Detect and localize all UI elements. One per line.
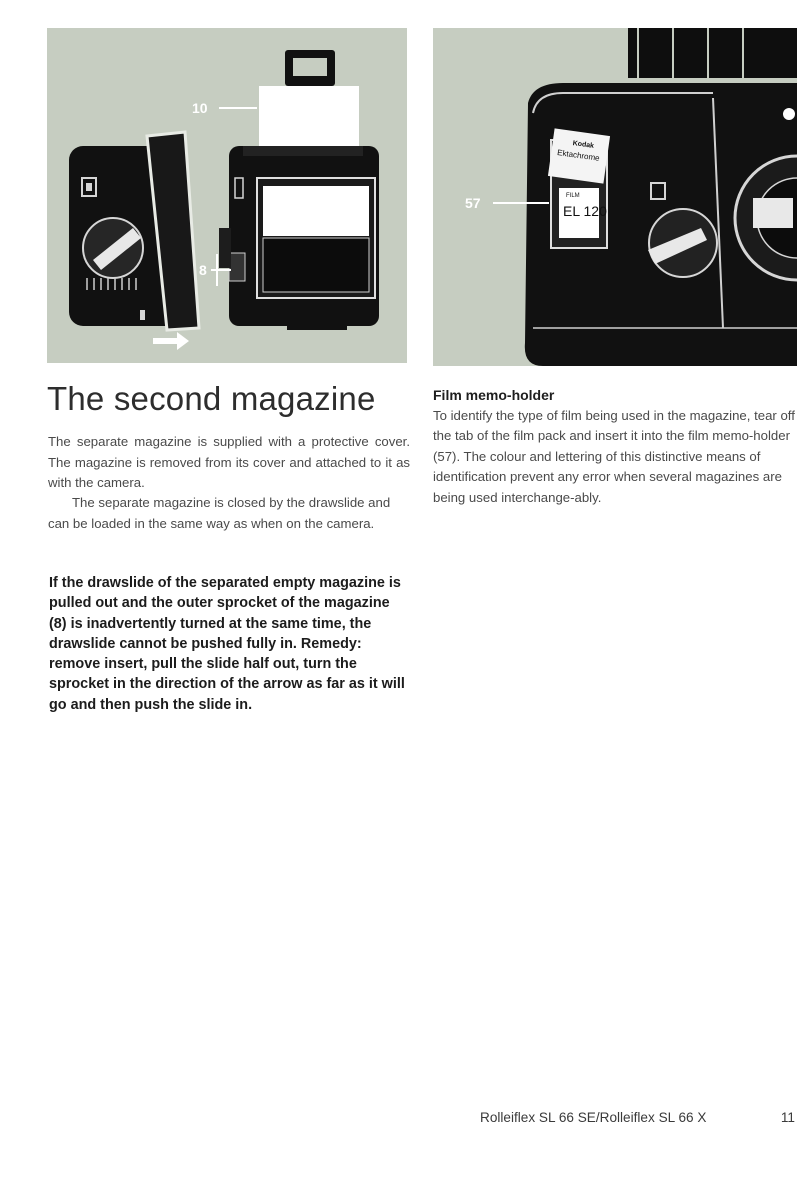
darkslide: [259, 86, 359, 152]
film-code-text: EL 120: [563, 203, 607, 219]
page-footer: [480, 1110, 795, 1130]
page-number: 11: [780, 1110, 795, 1125]
film-caption-text: FILM: [566, 193, 580, 199]
warning-note: If the drawslide of the separated empty magazine is pulled out and the outer sprocket of the magazine (8) is inadvertently turned at the same time, the drawslide cannot be pushed fully in. Remedy: remove insert, pull the slide half out, turn the sprocket in the direction of the arrow as far as it will go and then push the slide in.: [49, 575, 405, 713]
memo-holder-heading: Film memo-holder: [433, 387, 555, 403]
paragraph-drawslide: The separate magazine is closed by the drawslide and can be loaded in the same way as when on the camera.: [48, 495, 391, 531]
memo-holder-drawing: [433, 28, 797, 366]
memo-holder-text: To identify the type of film being used in the magazine, tear off the tab of the film pack and insert it into the film memo-holder (57). The colour and lettering of this distinctive means of identification prevent any error when several magazines are being used interchange-ably.: [433, 408, 795, 505]
paragraph-cover: The separate magazine is supplied with a protective cover. The magazine is removed from its cover and attached to it as with the camera.: [48, 434, 410, 490]
magazine-drawing: [47, 28, 407, 363]
magazine-cover-illustration: [47, 28, 407, 363]
footer-title: Rolleiflex SL 66 SE/Rolleiflex SL 66 X: [480, 1110, 707, 1125]
section-title: The second magazine: [47, 380, 376, 417]
kodak-brand-text: Kodak: [572, 140, 595, 150]
figure-label-57: 57: [465, 195, 481, 211]
ektachrome-brand-text: Ektachrome: [556, 147, 601, 163]
figure-label-8: 8: [199, 262, 207, 278]
memo-holder-illustration: [433, 28, 797, 366]
direction-arrow-icon: [153, 332, 189, 350]
figure-label-10: 10: [192, 100, 208, 116]
